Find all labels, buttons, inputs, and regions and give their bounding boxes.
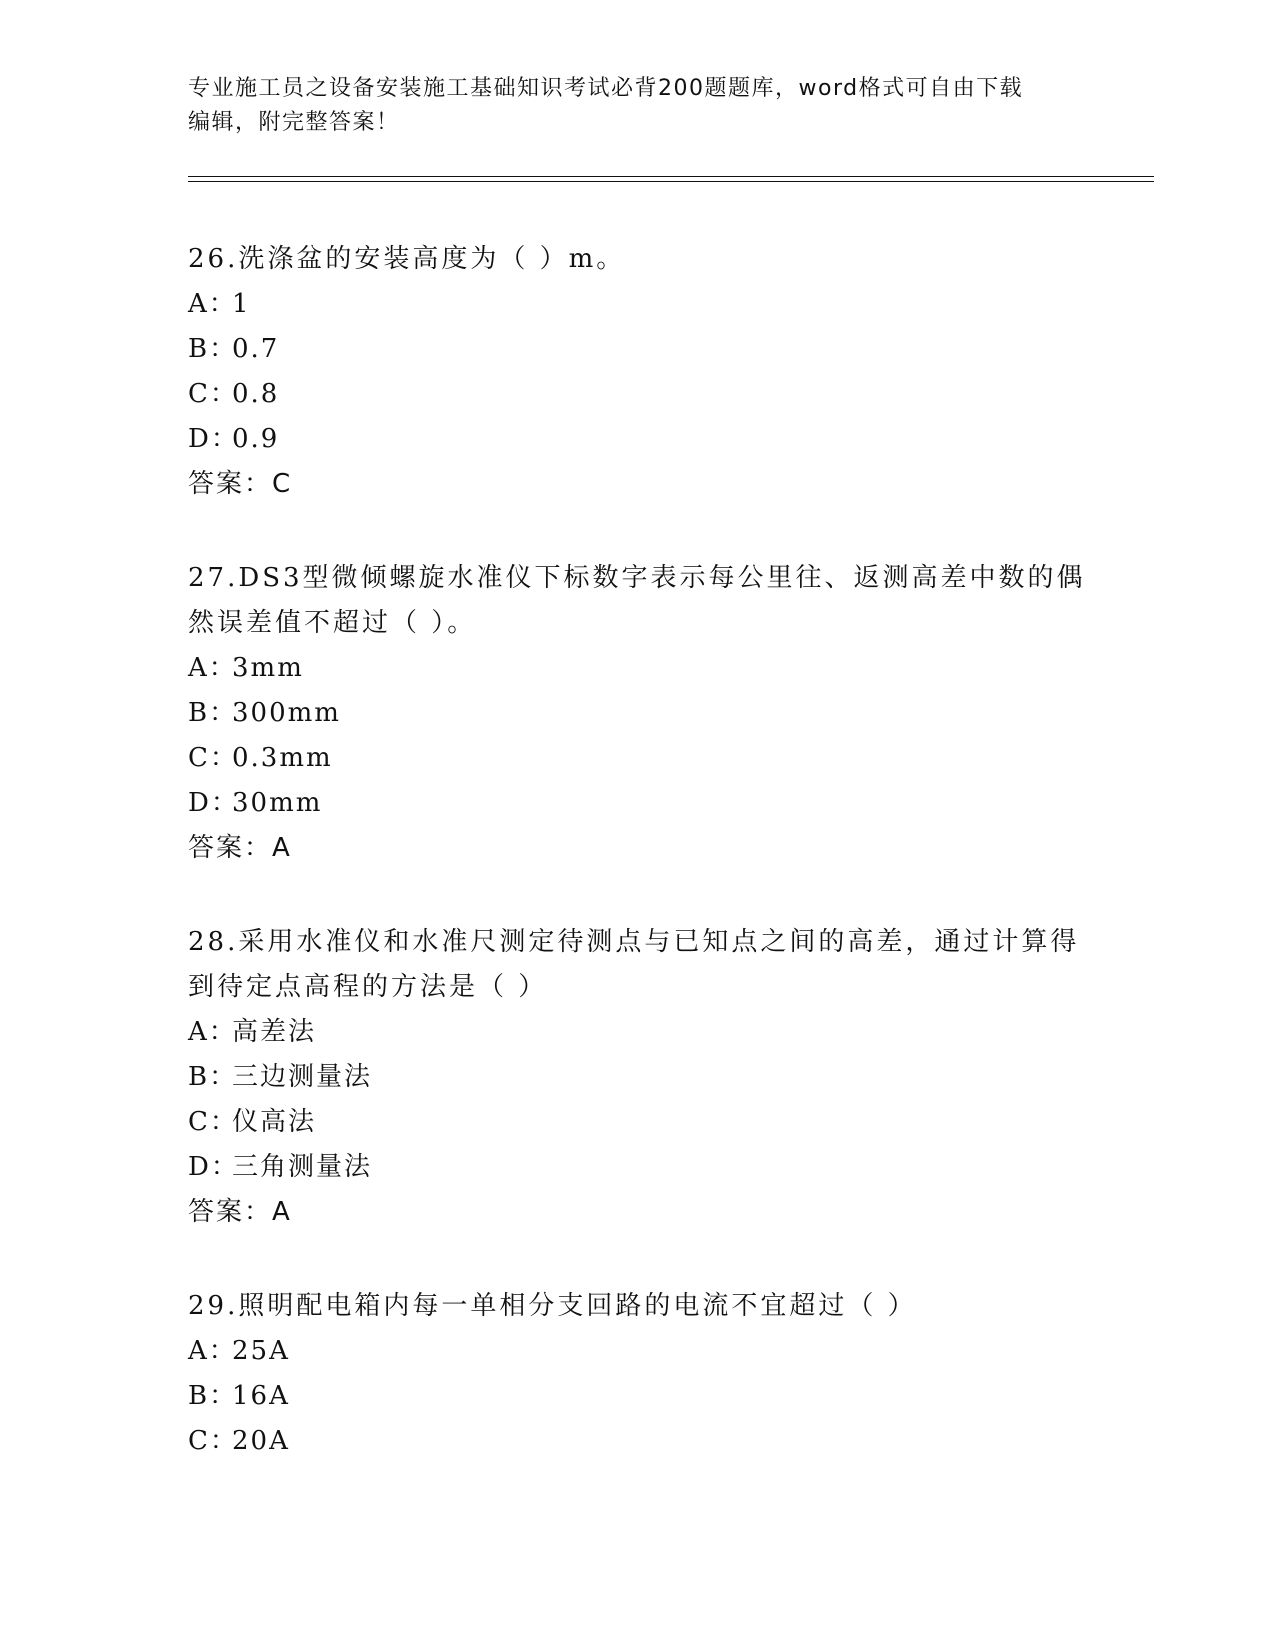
option-a xyxy=(188,1010,1088,1055)
answer-line: 答案：A xyxy=(188,1197,292,1227)
option-b xyxy=(188,327,1088,372)
question-28 xyxy=(188,920,1088,1235)
question-stem-line-1: 28.采用水准仪和水准尺测定待测点与已知点之间的高差，通过计算得 xyxy=(188,927,1080,957)
option-text: 1 xyxy=(232,289,251,319)
option-letter: A： xyxy=(188,289,237,319)
option-text: 0.3mm xyxy=(232,743,333,773)
option-c xyxy=(188,1419,1088,1464)
option-b xyxy=(188,1055,1088,1100)
option-c xyxy=(188,1100,1088,1145)
option-letter: D： xyxy=(188,788,239,818)
option-text: 三角测量法 xyxy=(232,1152,373,1182)
question-26 xyxy=(188,237,1088,507)
document-header xyxy=(188,72,1088,140)
option-a xyxy=(188,282,1088,327)
option-letter: B： xyxy=(188,334,238,364)
option-a xyxy=(188,646,1088,691)
option-letter: B： xyxy=(188,1062,238,1092)
option-text: 16A xyxy=(232,1381,290,1411)
option-b xyxy=(188,1374,1088,1419)
option-text: 0.9 xyxy=(232,424,280,454)
option-text: 仪高法 xyxy=(232,1107,317,1137)
option-c xyxy=(188,372,1088,417)
option-d xyxy=(188,781,1088,826)
question-27 xyxy=(188,556,1088,871)
option-text: 0.8 xyxy=(232,379,280,409)
option-text: 0.7 xyxy=(232,334,280,364)
question-stem-line-2: 到待定点高程的方法是（ ） xyxy=(188,972,548,1002)
answer-line: 答案：C xyxy=(188,469,293,499)
question-stem: 26.洗涤盆的安装高度为（ ）m。 xyxy=(188,244,626,274)
option-letter: D： xyxy=(188,1152,239,1182)
option-letter: A： xyxy=(188,1017,237,1047)
option-letter: A： xyxy=(188,653,237,683)
option-letter: C： xyxy=(188,743,238,773)
header-rule-top xyxy=(188,176,1154,177)
header-line-1: 专业施工员之设备安装施工基础知识考试必背200题题库，word格式可自由下载 xyxy=(188,76,1024,101)
question-list xyxy=(188,237,1088,1513)
option-text: 30mm xyxy=(232,788,323,818)
option-letter: D： xyxy=(188,424,239,454)
option-letter: C： xyxy=(188,1107,238,1137)
option-letter: C： xyxy=(188,379,238,409)
question-29 xyxy=(188,1284,1088,1464)
option-text: 300mm xyxy=(232,698,341,728)
answer-line: 答案：A xyxy=(188,833,292,863)
option-text: 25A xyxy=(232,1336,290,1366)
option-text: 20A xyxy=(232,1426,290,1456)
option-text: 高差法 xyxy=(232,1017,317,1047)
option-text: 三边测量法 xyxy=(232,1062,373,1092)
option-letter: C： xyxy=(188,1426,238,1456)
option-d xyxy=(188,1145,1088,1190)
option-text: 3mm xyxy=(232,653,304,683)
option-d xyxy=(188,417,1088,462)
option-a xyxy=(188,1329,1088,1374)
option-b xyxy=(188,691,1088,736)
question-stem-line-2: 然误差值不超过（ ）。 xyxy=(188,608,477,638)
option-letter: B： xyxy=(188,1381,238,1411)
question-stem: 29.照明配电箱内每一单相分支回路的电流不宜超过（ ） xyxy=(188,1291,917,1321)
option-letter: B： xyxy=(188,698,238,728)
question-stem-line-1: 27.DS3型微倾螺旋水准仪下标数字表示每公里往、返测高差中数的偶 xyxy=(188,563,1086,593)
option-c xyxy=(188,736,1088,781)
option-letter: A： xyxy=(188,1336,237,1366)
header-rule-bottom xyxy=(188,181,1154,182)
header-line-2: 编辑，附完整答案！ xyxy=(188,110,400,135)
